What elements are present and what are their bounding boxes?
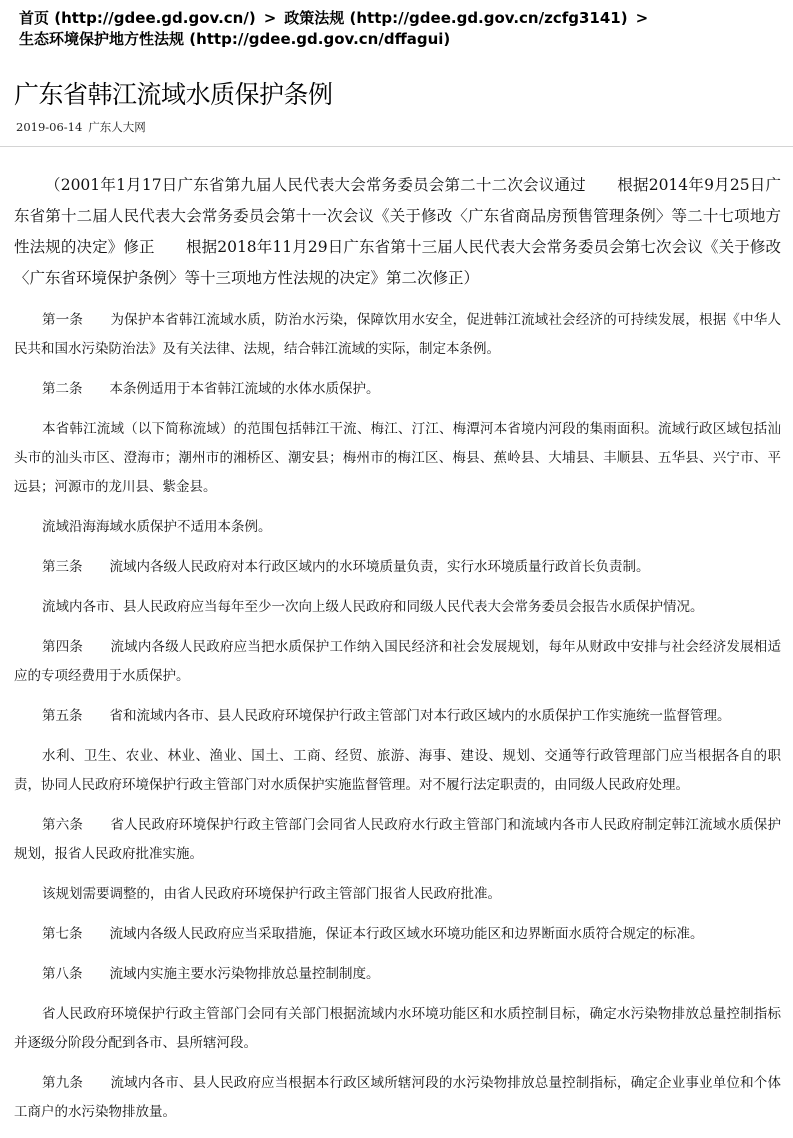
breadcrumb-separator: > xyxy=(263,9,277,27)
breadcrumb-link-policy[interactable]: 政策法规 (http://gdee.gd.gov.cn/zcfg3141) xyxy=(284,9,628,27)
article-body xyxy=(14,170,781,1138)
article-paragraph: 省人民政府环境保护行政主管部门会同有关部门根据流域内水环境功能区和水质控制目标，确定水污染物排放总量控制指标并逐级分阶段分配到各市、县所辖河段。 xyxy=(14,1006,781,1051)
breadcrumb-link-home[interactable]: 首页 (http://gdee.gd.gov.cn/) xyxy=(19,9,256,27)
article-paragraph: 该规划需要调整的，由省人民政府环境保护行政主管部门报省人民政府批准。 xyxy=(42,886,501,902)
article-paragraph: 第八条 流域内实施主要水污染物排放总量控制制度。 xyxy=(42,966,380,982)
publish-date: 2019-06-14 xyxy=(16,120,83,134)
article-paragraph: 第一条 为保护本省韩江流域水质，防治水污染，保障饮用水安全，促进韩江流域社会经济的可持续发展，根据《中华人民共和国水污染防治法》及有关法律、法规，结合韩江流域的实际，制定本条例。 xyxy=(14,312,781,357)
article-paragraph: 第四条 流域内各级人民政府应当把水质保护工作纳入国民经济和社会发展规划，每年从财政中安排与社会经济发展相适应的专项经费用于水质保护。 xyxy=(14,639,781,684)
breadcrumb xyxy=(19,8,779,50)
article-source: 广东人大网 xyxy=(88,120,146,134)
article-paragraph: 水利、卫生、农业、林业、渔业、国土、工商、经贸、旅游、海事、建设、规划、交通等行政管理部门应当根据各自的职责，协同人民政府环境保护行政主管部门对水质保护实施监督管理。对不履行法定职责的，由同级人民政府处理。 xyxy=(14,748,781,793)
article-paragraph: 第二条 本条例适用于本省韩江流域的水体水质保护。 xyxy=(42,381,380,397)
article-paragraph: 第五条 省和流域内各市、县人民政府环境保护行政主管部门对本行政区域内的水质保护工作实施统一监督管理。 xyxy=(42,708,731,724)
article-paragraph: 流域内各市、县人民政府应当每年至少一次向上级人民政府和同级人民代表大会常务委员会报告水质保护情况。 xyxy=(42,599,704,615)
page-title: 广东省韩江流域水质保护条例 xyxy=(14,80,333,109)
article-paragraph: 第三条 流域内各级人民政府对本行政区域内的水环境质量负责，实行水环境质量行政首长负责制。 xyxy=(42,559,650,575)
article-paragraph: 第七条 流域内各级人民政府应当采取措施，保证本行政区域水环境功能区和边界断面水质符合规定的标准。 xyxy=(42,926,704,942)
article-meta xyxy=(16,119,146,135)
article-preamble: （2001年1月17日广东省第九届人民代表大会常务委员会第二十二次会议通过 根据2014年9月25日广东省第十二届人民代表大会常务委员会第十一次会议《关于修改〈广东省商品房预售管理条例〉等二十七项地方性法规的决定》修正 根据2018年11月29日广东省第十三届人民代表大会常务委员会第七次会议《关于修改〈广东省环境保护条例〉等十三项地方性法规的决定》第二次修正） xyxy=(14,176,781,287)
article-paragraph: 本省韩江流域（以下简称流域）的范围包括韩江干流、梅江、汀江、梅潭河本省境内河段的集雨面积。流域行政区域包括汕头市的汕头市区、澄海市；潮州市的湘桥区、潮安县；梅州市的梅江区、梅县、蕉岭县、大埔县、丰顺县、五华县、兴宁市、平远县；河源市的龙川县、紫金县。 xyxy=(14,421,781,495)
breadcrumb-link-local-regulations[interactable]: 生态环境保护地方性法规 (http://gdee.gd.gov.cn/dffagui) xyxy=(19,30,451,48)
article-paragraph: 第九条 流域内各市、县人民政府应当根据本行政区域所辖河段的水污染物排放总量控制指标，确定企业事业单位和个体工商户的水污染物排放量。 xyxy=(14,1075,781,1120)
article-paragraph: 第六条 省人民政府环境保护行政主管部门会同省人民政府水行政主管部门和流域内各市人民政府制定韩江流域水质保护规划，报省人民政府批准实施。 xyxy=(14,817,781,862)
article-paragraph: 流域沿海海域水质保护不适用本条例。 xyxy=(42,519,272,535)
divider xyxy=(0,146,793,147)
breadcrumb-separator: > xyxy=(635,9,649,27)
